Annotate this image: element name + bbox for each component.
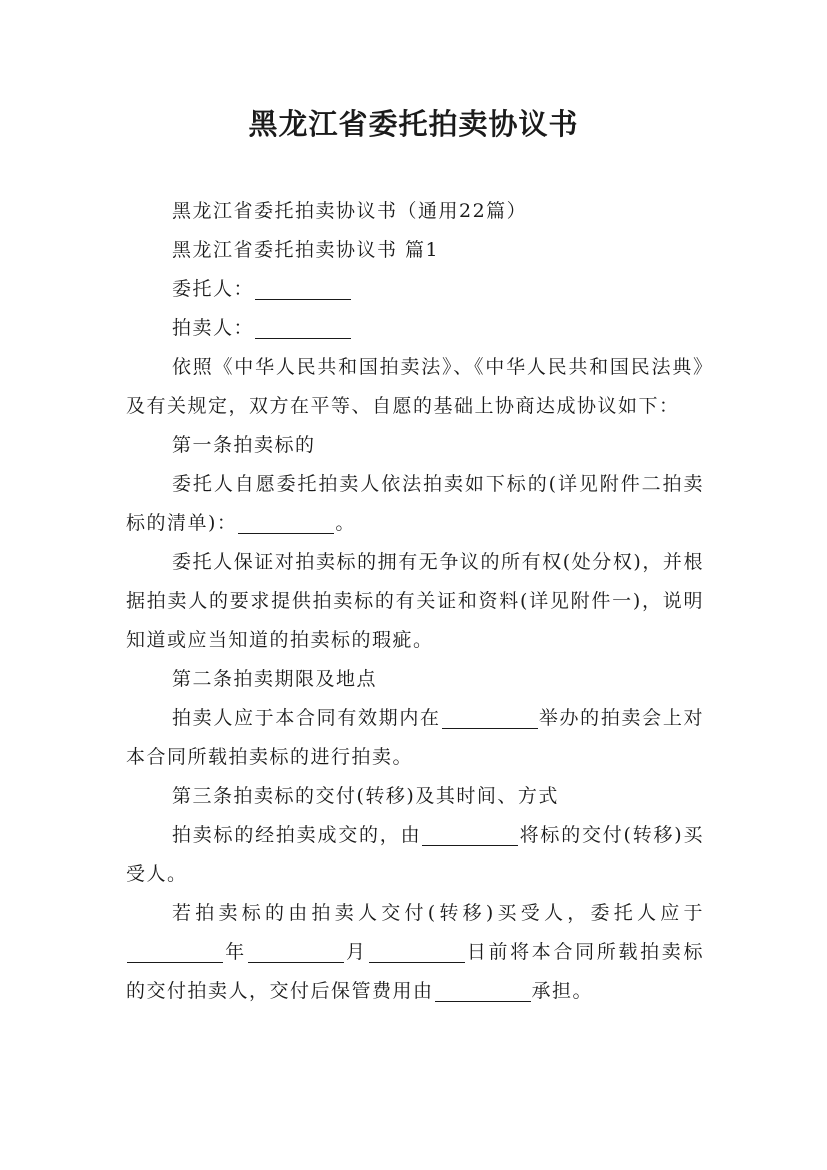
article1-heading: 第一条拍卖标的 [172, 434, 316, 456]
article3-p2-end: 承担。 [531, 980, 594, 1002]
article3-p1-end: 将标的交付(转移)买受人。 [126, 824, 704, 885]
article3-p2-text: 若拍卖标的由拍卖人交付(转移)买受人，委托人应于 [172, 902, 704, 924]
article2-blank [442, 706, 538, 729]
auctioneer-label: 拍卖人： [172, 317, 255, 339]
article1-p1-text: 委托人自愿委托拍卖人依法拍卖如下标的(详见附件二拍卖标的清单)： [126, 473, 704, 534]
article2-p1-end: 举办的拍卖会上对本合同所载拍卖标的进行拍卖。 [126, 707, 704, 768]
storage-fee-blank [435, 979, 531, 1002]
year-label: 年 [224, 941, 247, 963]
subtitle: 黑龙江省委托拍卖协议书（通用22篇） [172, 200, 528, 222]
article2-p1-text: 拍卖人应于本合同有效期内在 [172, 707, 441, 729]
document-title: 黑龙江省委托拍卖协议书 [248, 107, 579, 141]
article2-heading: 第二条拍卖期限及地点 [172, 668, 378, 690]
article1-blank [238, 511, 334, 534]
article1-p1-end: 。 [335, 512, 356, 534]
document-body [126, 192, 704, 1011]
article3-blank [422, 823, 518, 846]
year-blank [127, 940, 223, 963]
day-blank [369, 940, 465, 963]
consignor-label: 委托人： [172, 278, 255, 300]
month-blank [248, 940, 344, 963]
article3-paragraph-1 [126, 816, 704, 894]
section-heading: 黑龙江省委托拍卖协议书 篇1 [172, 239, 440, 261]
consignor-line [126, 270, 704, 309]
auctioneer-line [126, 309, 704, 348]
article3-heading: 第三条拍卖标的交付(转移)及其时间、方式 [172, 785, 559, 807]
article1-paragraph-1 [126, 465, 704, 543]
intro-paragraph: 依照《中华人民共和国拍卖法》、《中华人民共和国民法典》及有关规定，双方在平等、自愿的基础上协商达成协议如下： [126, 356, 704, 417]
consignor-blank [255, 277, 351, 300]
month-label: 月 [344, 941, 368, 963]
article3-p2-text-2: 日前将本合同所载拍卖标的交付拍卖人，交付后保管费用由 [126, 941, 704, 1002]
article2-paragraph-1 [126, 699, 704, 777]
auctioneer-blank [255, 316, 351, 339]
article3-paragraph-2 [126, 894, 704, 1011]
article1-paragraph-2: 委托人保证对拍卖标的拥有无争议的所有权(处分权)，并根据拍卖人的要求提供拍卖标的有关证和资料(详见附件一)，说明知道或应当知道的拍卖标的瑕疵。 [126, 551, 704, 651]
article3-p1-text: 拍卖标的经拍卖成交的，由 [172, 824, 422, 846]
